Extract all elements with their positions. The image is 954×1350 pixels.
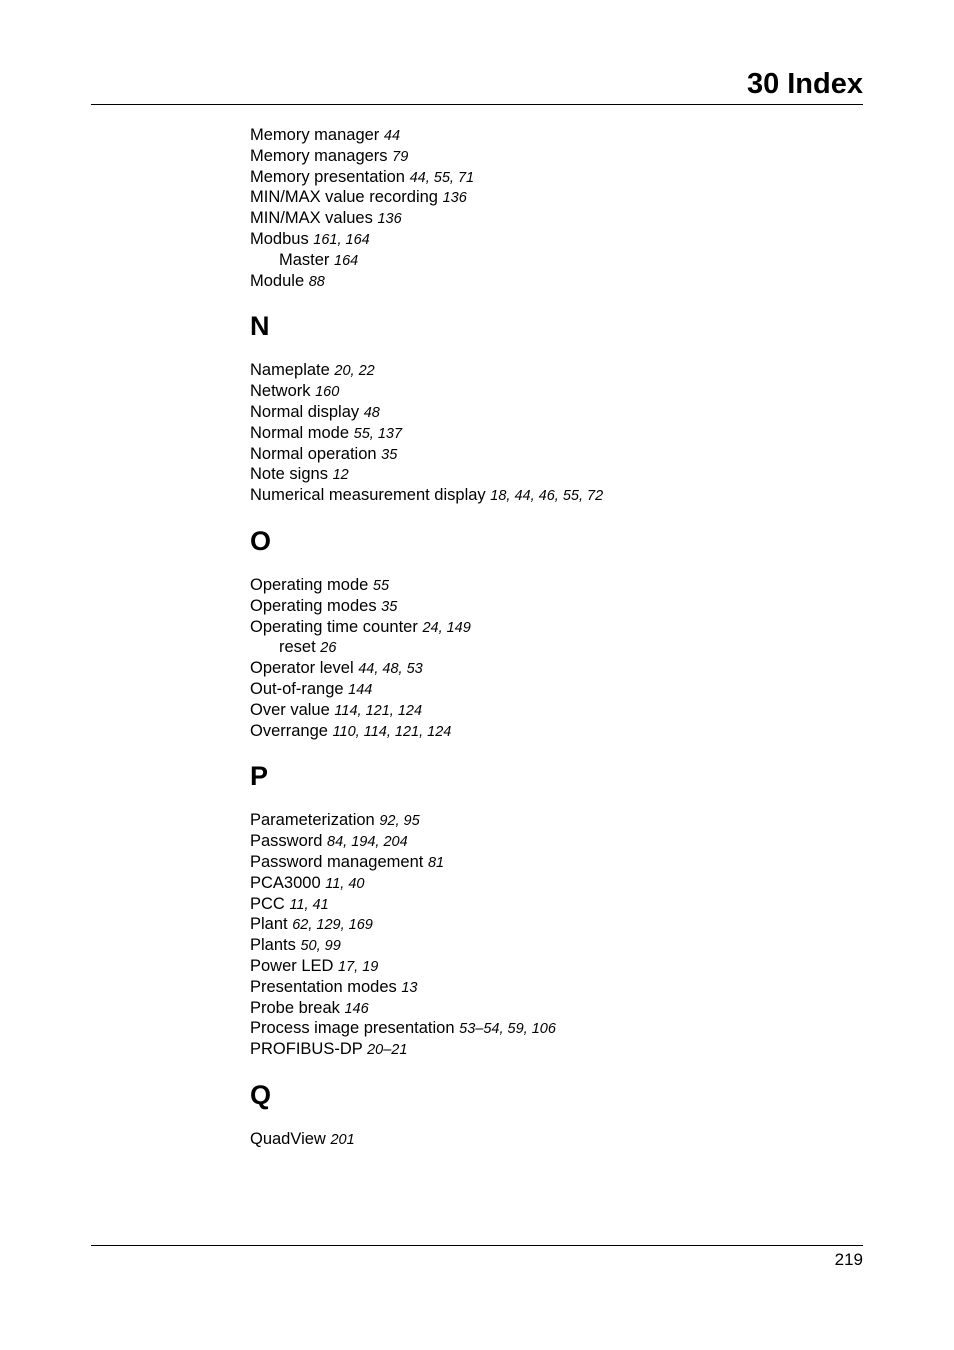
- entry-pages: 110, 114, 121, 124: [332, 723, 452, 740]
- index-entry: [250, 998, 870, 1019]
- index-entry: [250, 125, 870, 146]
- entry-list: [250, 575, 870, 741]
- index-entry: [250, 146, 870, 167]
- entry-pages: 84, 194, 204: [327, 834, 408, 851]
- entry-term: Overrange: [250, 721, 328, 740]
- entry-pages: 81: [427, 854, 445, 871]
- entry-term: Numerical measurement display: [250, 486, 486, 505]
- entry-pages: 164: [334, 252, 359, 269]
- entry-term: Network: [250, 382, 311, 401]
- entry-pages: 160: [315, 384, 340, 401]
- index-entry: [250, 873, 870, 894]
- entry-pages: 50, 99: [300, 938, 341, 955]
- entry-pages: 44, 55, 71: [409, 169, 475, 186]
- entry-term: Password: [250, 832, 323, 851]
- index-entry: [250, 167, 870, 188]
- index-subentry: [250, 250, 870, 271]
- index-entry: [250, 1039, 870, 1060]
- entry-pages: 44, 48, 53: [358, 661, 423, 678]
- entry-term: Presentation modes: [250, 977, 397, 996]
- index-entry: [250, 187, 870, 208]
- entry-pages: 35: [381, 446, 398, 463]
- entry-pages: 79: [392, 148, 409, 165]
- entry-term: MIN/MAX values: [250, 209, 373, 228]
- entry-pages: 114, 121, 124: [334, 702, 423, 719]
- entry-term: Probe break: [250, 998, 340, 1017]
- entry-term: PCC: [250, 894, 285, 913]
- index-subentry: [250, 637, 870, 658]
- index-entry: [250, 575, 870, 596]
- entry-pages: 44: [383, 128, 401, 144]
- entry-term: Modbus: [250, 229, 309, 248]
- section-letter: P: [250, 761, 269, 792]
- index-entry: [250, 852, 870, 873]
- index-entry: [250, 700, 870, 721]
- index-entry: [250, 617, 870, 638]
- index-entry: [250, 229, 870, 250]
- entry-term: reset: [279, 638, 316, 657]
- header-rule: [91, 104, 863, 105]
- entry-term: PROFIBUS-DP: [250, 1040, 363, 1059]
- index-entry: [250, 977, 870, 998]
- entry-pages: 62, 129, 169: [292, 917, 373, 934]
- entry-term: Normal mode: [250, 423, 350, 442]
- index-entry: [250, 444, 870, 465]
- index-entry: [250, 485, 870, 506]
- entry-list: [250, 810, 870, 1060]
- entry-pages: 11, 40: [325, 875, 365, 892]
- entry-pages: 53–54, 59, 106: [459, 1021, 556, 1038]
- entry-pages: 88: [308, 273, 325, 290]
- entry-term: Module: [250, 271, 305, 290]
- chapter-title: 30 Index: [746, 68, 863, 100]
- entry-pages: 13: [401, 979, 418, 996]
- index-body: [250, 125, 870, 1150]
- section-letter: Q: [250, 1079, 272, 1110]
- entry-term: Operator level: [250, 659, 354, 678]
- index-entry: [250, 381, 870, 402]
- entry-term: Process image presentation: [250, 1019, 455, 1038]
- entry-pages: 92, 95: [379, 813, 420, 830]
- entry-pages: 18, 44, 46, 55, 72: [490, 488, 604, 505]
- index-section: [250, 311, 870, 506]
- entry-term: Memory manager: [250, 126, 380, 144]
- entry-list: [250, 125, 870, 291]
- entry-term: QuadView: [250, 1129, 326, 1148]
- index-entry: [250, 956, 870, 977]
- index-entry: [250, 402, 870, 423]
- entry-term: PCA3000: [250, 873, 321, 892]
- index-entry: [250, 464, 870, 485]
- index-section: [250, 1080, 870, 1150]
- entry-term: Operating mode: [250, 575, 369, 594]
- entry-term: Parameterization: [250, 811, 375, 830]
- index-entry: [250, 810, 870, 831]
- entry-pages: 24, 149: [422, 619, 471, 636]
- entry-pages: 20–21: [367, 1042, 408, 1059]
- entry-pages: 201: [330, 1131, 355, 1148]
- entry-pages: 12: [332, 467, 349, 484]
- entry-list: [250, 1129, 870, 1150]
- index-entry: [250, 1018, 870, 1039]
- entry-term: Password management: [250, 852, 424, 871]
- entry-pages: 144: [348, 681, 373, 698]
- index-entry: [250, 423, 870, 444]
- entry-pages: 20, 22: [334, 363, 375, 380]
- entry-pages: 35: [381, 598, 398, 615]
- index-entry: [250, 914, 870, 935]
- entry-term: Operating modes: [250, 596, 377, 615]
- index-section: [250, 761, 870, 1060]
- entry-term: Master: [279, 250, 330, 269]
- index-entry: [250, 935, 870, 956]
- entry-pages: 55: [372, 577, 390, 594]
- index-entry: [250, 271, 870, 292]
- entry-pages: 48: [363, 404, 380, 421]
- entry-term: Operating time counter: [250, 617, 418, 636]
- entry-pages: 17, 19: [338, 958, 379, 975]
- footer-rule: [91, 1245, 863, 1246]
- entry-term: Normal operation: [250, 444, 377, 463]
- entry-term: Over value: [250, 700, 330, 719]
- entry-term: MIN/MAX value recording: [250, 188, 438, 207]
- entry-term: Power LED: [250, 956, 334, 975]
- entry-term: Memory presentation: [250, 167, 405, 186]
- index-entry: [250, 721, 870, 742]
- section-letter: O: [250, 525, 272, 556]
- entry-pages: 55, 137: [353, 425, 403, 442]
- entry-term: Memory managers: [250, 146, 388, 165]
- page-number: 219: [834, 1250, 863, 1269]
- index-section: [250, 125, 870, 291]
- entry-pages: 146: [344, 1000, 369, 1017]
- index-entry: [250, 1129, 870, 1150]
- index-entry: [250, 360, 870, 381]
- index-entry: [250, 831, 870, 852]
- entry-term: Plant: [250, 915, 288, 934]
- index-section: [250, 526, 870, 741]
- entry-list: [250, 360, 870, 506]
- entry-term: Note signs: [250, 465, 328, 484]
- entry-term: Normal display: [250, 402, 360, 421]
- index-entry: [250, 208, 870, 229]
- entry-pages: 136: [442, 190, 467, 207]
- section-letter: N: [250, 311, 270, 342]
- index-entry: [250, 679, 870, 700]
- entry-pages: 161, 164: [313, 231, 370, 248]
- index-entry: [250, 894, 870, 915]
- index-entry: [250, 596, 870, 617]
- entry-term: Nameplate: [250, 361, 330, 380]
- entry-term: Plants: [250, 936, 296, 955]
- entry-pages: 26: [320, 640, 337, 657]
- entry-term: Out-of-range: [250, 679, 344, 698]
- entry-pages: 136: [377, 211, 402, 228]
- entry-pages: 11, 41: [289, 896, 329, 913]
- index-entry: [250, 658, 870, 679]
